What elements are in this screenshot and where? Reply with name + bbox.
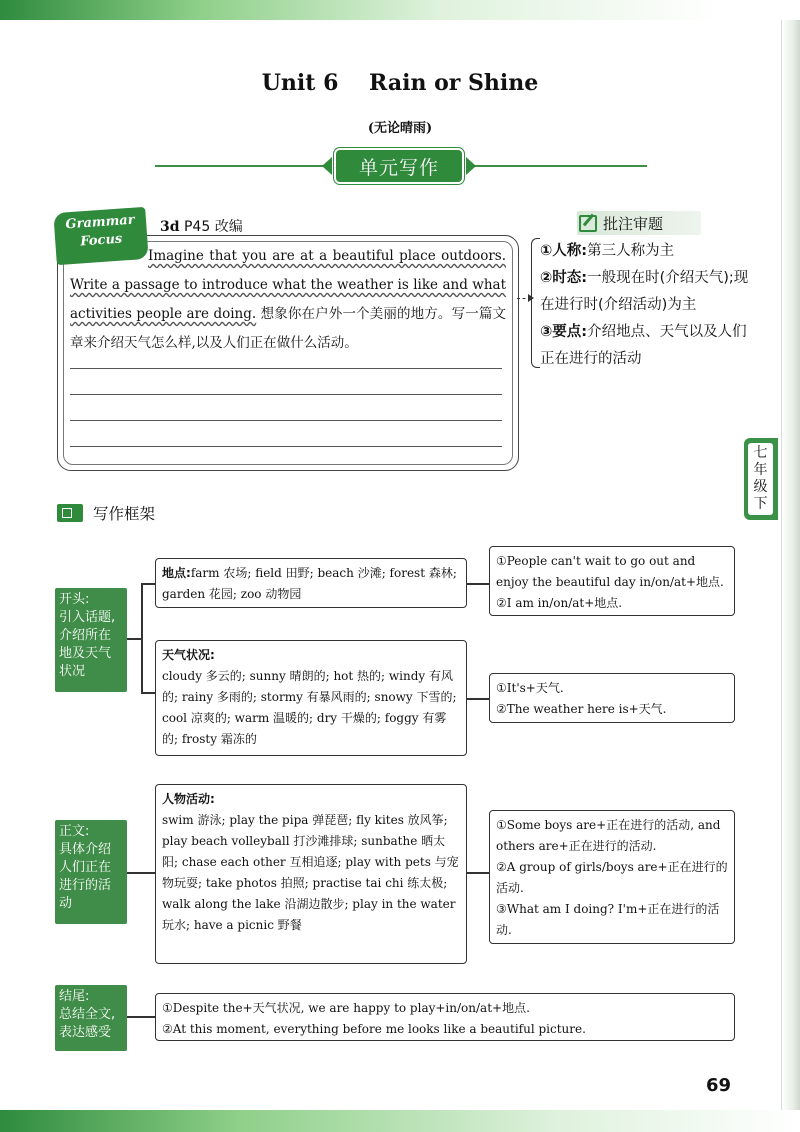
grammar-focus-badge: Grammar Focus — [53, 207, 148, 265]
section-ending: 结尾: 总结全文, 表达感受 — [55, 985, 127, 1051]
page-number: 69 — [706, 1075, 732, 1096]
ending-sentence-box: ①Despite the+天气状况, we are happy to play+in/on/at+地点. ②At this moment, everything before me looks like a beautiful picture. — [155, 993, 735, 1041]
top-decor-bar — [0, 0, 800, 20]
page-subtitle: (无论晴雨) — [367, 121, 433, 136]
bottom-decor-bar — [0, 1110, 800, 1132]
weather-vocab-box: 天气状况: cloudy 多云的; sunny 晴朗的; hot 热的; windy 有风的; rainy 多雨的; stormy 有暴风雨的; snowy 下雪的; cool 凉爽的; warm 温暖的; dry 干燥的; foggy 有雾的; frosty 霜冻的 — [155, 640, 467, 756]
annotation-person: ①人称:第三人称为主 — [540, 243, 675, 259]
banner-line-left — [155, 165, 325, 167]
answer-line-1[interactable] — [70, 368, 502, 369]
connector — [141, 583, 155, 585]
place-sentence-box: ①People can't wait to go out and enjoy the beautiful day in/on/at+地点. ②I am in/on/at+地点. — [489, 546, 735, 616]
annotation-bracket — [531, 238, 540, 368]
answer-line-4[interactable] — [70, 446, 502, 447]
annotation-tense: ②时态:一般现在时(介绍天气);现在进行时(介绍活动)为主 — [540, 270, 749, 313]
annotation-heading: 批注审题 — [577, 211, 701, 235]
pencil-icon — [579, 215, 597, 232]
activity-vocab-box: 人物活动: swim 游泳; play the pipa 弹琵琶; fly kites 放风筝; play beach volleyball 打沙滩排球; sunbathe 晒太阳; chase each other 互相追逐; play with pets 与宠物玩耍; take photos 拍照; practise tai chi 练太极; walk along the lake 沿湖边散步; play in the water 玩水; have a picnic 野餐 — [155, 784, 467, 964]
connector — [467, 698, 489, 700]
banner-arrow-right-icon — [466, 157, 476, 175]
connector — [467, 872, 489, 874]
connector — [127, 638, 141, 640]
section-banner: 单元写作 — [336, 150, 462, 182]
task-text — [70, 242, 506, 358]
place-vocab-box: 地点:farm 农场; field 田野; beach 沙滩; forest 森林; garden 花园; zoo 动物园 — [155, 558, 467, 608]
answer-line-2[interactable] — [70, 394, 502, 395]
framework-icon — [57, 504, 83, 522]
weather-sentence-box: ①It's+天气. ②The weather here is+天气. — [489, 673, 735, 723]
section-body: 正文: 具体介绍 人们正在 进行的活 动 — [55, 820, 127, 924]
task-chinese: 想象你在户外一个美丽的地方。写一篇文章来介绍天气怎么样,以及人们正在做什么活动。 — [70, 306, 506, 351]
activity-sentence-box: ①Some boys are+正在进行的活动, and others are+正在进行的活动. ②A group of girls/boys are+正在进行的活动. ③What am I doing? I'm+正在进行的活动. — [489, 810, 735, 944]
section-opening: 开头: 引入话题, 介绍所在 地及天气 状况 — [55, 588, 127, 692]
connector — [467, 583, 489, 585]
connector — [127, 872, 155, 874]
connector — [141, 692, 155, 694]
page-title: Unit 6 Rain or Shine — [261, 70, 539, 96]
connector — [141, 583, 143, 693]
grade-side-tab-label: 七年级下 — [748, 443, 773, 515]
task-english: Imagine that you are at a beautiful place outdoors. Write a passage to introduce what the weather is like and what activities people are doing. — [70, 248, 506, 322]
grade-side-tab — [744, 438, 778, 520]
framework-heading: 写作框架 — [57, 502, 155, 524]
task-source: 3d P45 改编 — [160, 219, 243, 235]
banner-line-right — [472, 165, 647, 167]
answer-line-3[interactable] — [70, 420, 502, 421]
banner-arrow-left-icon — [322, 157, 332, 175]
annotation-points: ③要点:介绍地点、天气以及人们正在进行的活动 — [540, 324, 747, 367]
connector — [127, 1016, 155, 1018]
annotation-list — [540, 238, 750, 373]
page-edge — [781, 20, 800, 1110]
